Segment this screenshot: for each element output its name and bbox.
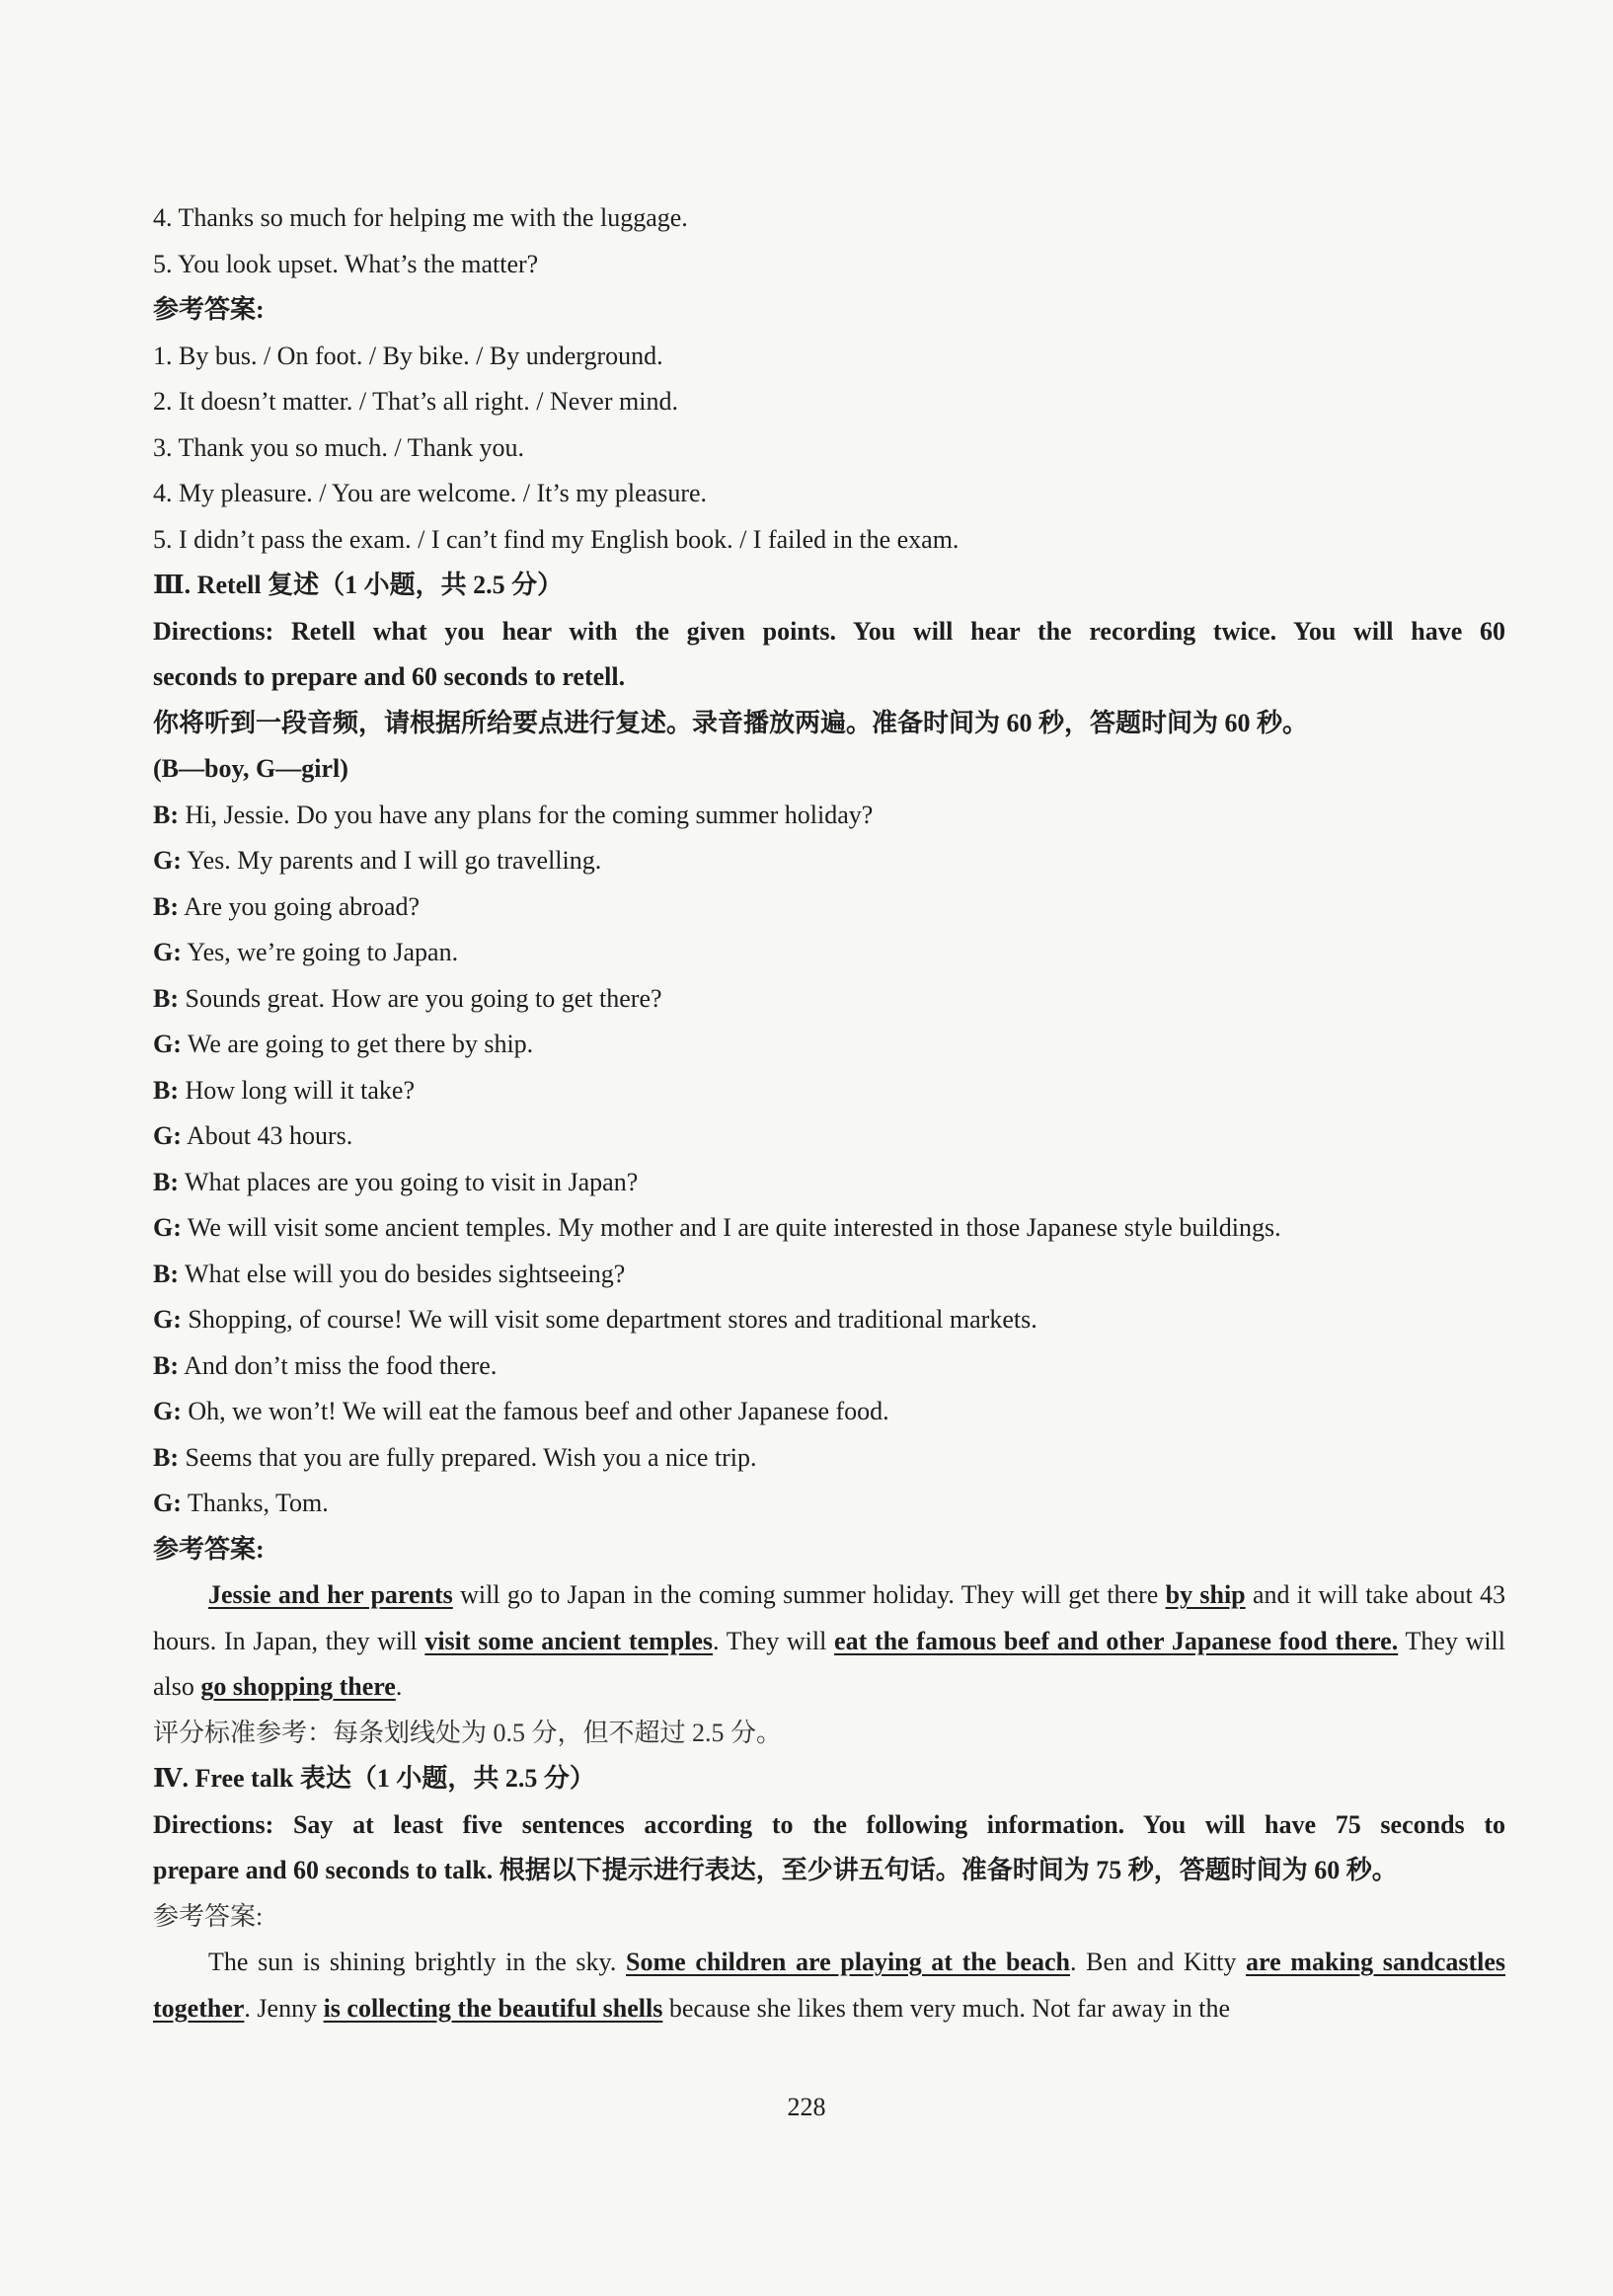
dialogue-line [153,1252,1505,1298]
dialogue-line [153,1160,1505,1206]
dialogue-line [153,1389,1505,1435]
section-4-heading: Ⅳ. Free talk 表达（1 小题，共 2.5 分） [153,1764,595,1793]
speaker-label: B: [153,1167,179,1196]
answer-4: 4. My pleasure. / You are welcome. / It’s my pleasure. [153,479,708,507]
page-number: 228 [787,2093,826,2121]
dialogue-text: Thanks, Tom. [181,1489,329,1517]
scoring-note: 评分标准参考：每条划线处为 0.5 分，但不超过 2.5 分。 [153,1718,783,1747]
answer-2: 2. It doesn’t matter. / That’s all right. / Never mind. [153,387,678,416]
underlined-point: go shopping there [200,1672,396,1701]
section-3-directions-line-1: Directions: Retell what you hear with the given points. You will hear the recording twice. You will have 60 [153,616,1505,646]
dialogue-text: Yes, we’re going to Japan. [181,938,459,966]
retell-answer-paragraph [153,1572,1505,1711]
answer-5: 5. I didn’t pass the exam. / I can’t find my English book. / I failed in the exam. [153,524,960,554]
dialogue-text: And don’t miss the food there. [179,1350,498,1380]
speaker-label: B: [153,983,179,1013]
underlined-point: is collecting the beautiful shells [323,1993,663,2023]
dialogue-text: We will visit some ancient temples. My mother and I are quite interested in those Japanese style buildings. [181,1213,1281,1242]
answer-text: because she likes them very much. Not far away in the [662,1993,1231,2023]
speaker-label: G: [153,1397,182,1425]
answer-3: 3. Thank you so much. / Thank you. [153,432,525,462]
dialogue-line [153,1068,1505,1114]
dialogue-line [153,1022,1505,1068]
speaker-label: B: [153,1075,179,1105]
section-3-directions-line-2: seconds to prepare and 60 seconds to retell. [153,662,626,691]
speaker-label: B: [153,891,179,921]
dialogue-text: Seems that you are fully prepared. Wish you a nice trip. [179,1442,757,1472]
dialogue [153,793,1505,1527]
section-3-heading: Ⅲ. Retell 复述（1 小题，共 2.5 分） [153,571,564,599]
dialogue-text: We are going to get there by ship. [181,1030,534,1058]
answer-text: and it will take about 43 hours. In Japan, they will [153,1580,1505,1655]
speaker-label: G: [153,846,182,875]
freetalk-answer-paragraph [153,1940,1505,2031]
answer-heading: 参考答案: [153,1901,264,1931]
underlined-point: Some children are playing at the beach [626,1948,1070,1976]
underlined-point: Jessie and her parents [208,1580,453,1609]
dialogue-text: What else will you do besides sightseeing? [179,1259,626,1288]
answer-heading: 参考答案: [153,1534,265,1564]
answer-text: The sun is shining brightly in the sky. [208,1948,627,1976]
section-4-directions-line-1: Directions: Say at least five sentences according to the following information. You will have 75 seconds to [153,1809,1505,1839]
question-5: 5. You look upset. What’s the matter? [153,249,539,278]
answer-text: . [395,1672,403,1701]
question-4: 4. Thanks so much for helping me with the luggage. [153,203,688,232]
dialogue-line [153,1297,1505,1343]
dialogue-line [153,1205,1505,1252]
dialogue-text: Yes. My parents and I will go travelling. [181,846,602,875]
underlined-point: eat the famous beef and other Japanese food there. [834,1626,1399,1655]
dialogue-text: What places are you going to visit in Japan? [179,1167,639,1196]
speaker-label: B: [153,1259,179,1288]
speaker-label: G: [153,1213,182,1242]
dialogue-text: Shopping, of course! We will visit some department stores and traditional markets. [181,1305,1037,1334]
answer-heading: 参考答案: [153,295,265,324]
answer-text: . Ben and Kitty [1069,1948,1247,1976]
underlined-point: by ship [1165,1580,1246,1609]
speaker-label: B: [153,800,179,829]
answer-text: . Jenny [244,1993,324,2023]
dialogue-line [153,930,1505,976]
speaker-legend: (B—boy, G—girl) [153,754,348,783]
speaker-label: B: [153,1350,179,1380]
section-4-directions-line-2: prepare and 60 seconds to talk. 根据以下提示进行表达，至少讲五句话。准备时间为 75 秒，答题时间为 60 秒。 [153,1856,1398,1884]
dialogue-text: How long will it take? [179,1075,416,1105]
answer-text: They will also [153,1626,1506,1701]
dialogue-line [153,976,1505,1023]
speaker-label: G: [153,1489,182,1517]
dialogue-text: Hi, Jessie. Do you have any plans for the coming summer holiday? [179,800,874,829]
dialogue-line [153,1113,1505,1160]
dialogue-line [153,1435,1505,1482]
dialogue-line [153,1481,1505,1527]
underlined-point: are making sandcastles together [153,1948,1505,2023]
document-body [153,195,1505,2031]
dialogue-text: Are you going abroad? [179,891,421,921]
dialogue-text: Sounds great. How are you going to get there? [179,983,662,1013]
answer-text: . They will [713,1626,835,1655]
speaker-label: G: [153,1030,182,1058]
dialogue-line [153,884,1505,931]
answer-1: 1. By bus. / On foot. / By bike. / By underground. [153,341,663,370]
dialogue-text: About 43 hours. [181,1121,353,1150]
speaker-label: G: [153,1121,182,1150]
speaker-label: G: [153,938,182,966]
answer-text: will go to Japan in the coming summer holiday. They will get there [452,1580,1166,1609]
section-3-cn-directions: 你将听到一段音频，请根据所给要点进行复述。录音播放两遍。准备时间为 60 秒，答题时间为 60 秒。 [153,708,1309,737]
dialogue-line [153,793,1505,839]
dialogue-line [153,1343,1505,1390]
underlined-point: visit some ancient temples [424,1626,714,1655]
speaker-label: B: [153,1442,179,1472]
dialogue-line [153,838,1505,884]
speaker-label: G: [153,1305,182,1334]
dialogue-text: Oh, we won’t! We will eat the famous beef and other Japanese food. [181,1397,889,1425]
